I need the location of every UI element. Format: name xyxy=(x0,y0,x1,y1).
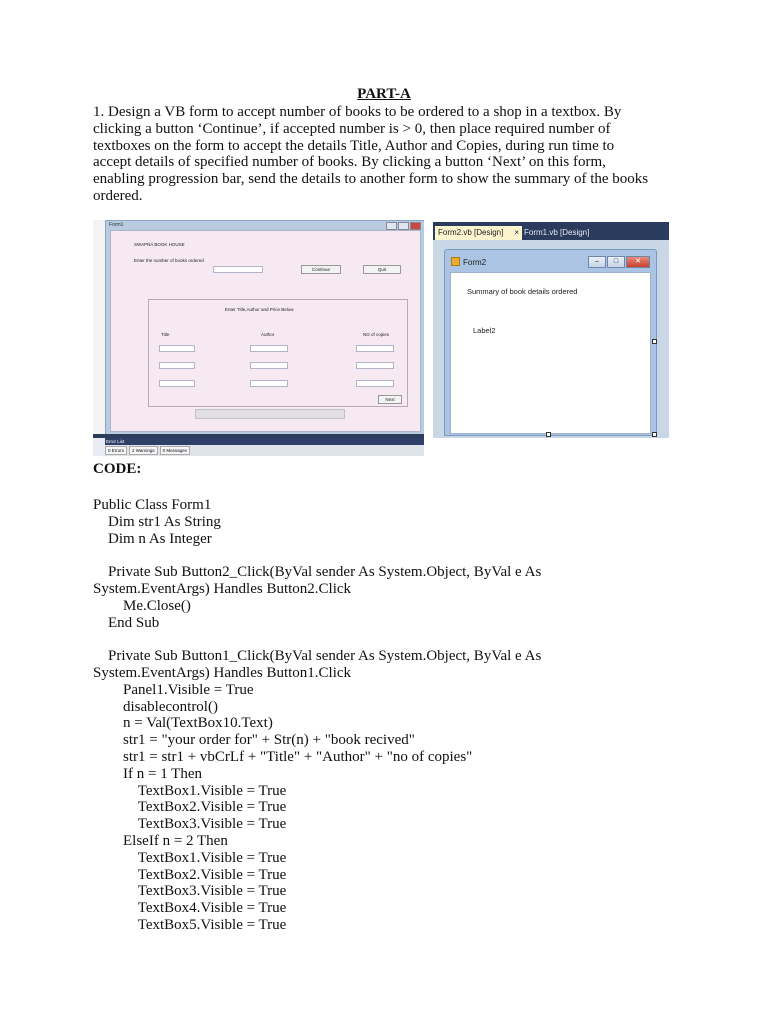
close-icon[interactable] xyxy=(410,222,421,230)
form2-window xyxy=(444,249,657,436)
question-line: textboxes on the form to accept the details Title, Author and Copies, during run time to xyxy=(93,137,615,154)
tab-close-icon[interactable]: × xyxy=(514,228,519,237)
code-line xyxy=(93,547,693,564)
code-line: TextBox3.Visible = True xyxy=(93,883,287,900)
error-list-tabs xyxy=(105,446,190,455)
next-button[interactable]: Next xyxy=(378,395,402,404)
label2: Label2 xyxy=(473,326,496,335)
form-icon xyxy=(451,257,460,266)
form2-design-screenshot xyxy=(433,222,669,438)
question-line: clicking a button ‘Continue’, if accepted number is > 0, then place required number of xyxy=(93,120,611,137)
code-line xyxy=(93,631,693,648)
copies-textbox[interactable] xyxy=(356,345,394,352)
designer-tab-bar xyxy=(433,222,669,240)
code-line: Public Class Form1 xyxy=(93,497,212,513)
form2-titlebar xyxy=(451,257,486,267)
minimize-icon[interactable] xyxy=(386,222,397,230)
code-line: Dim str1 As String xyxy=(93,513,221,530)
code-line: Me.Close() xyxy=(93,597,191,614)
maximize-icon[interactable]: □ xyxy=(607,256,625,268)
form1-titlebar xyxy=(106,221,424,230)
code-line: ElseIf n = 2 Then xyxy=(93,832,228,849)
error-list-header: Error List xyxy=(105,438,424,445)
copies-textbox[interactable] xyxy=(356,380,394,387)
title-column-label: Title xyxy=(161,332,170,337)
title-textbox[interactable] xyxy=(159,345,195,352)
quit-button[interactable]: Quit xyxy=(363,265,401,274)
author-column-label: Author xyxy=(261,332,275,337)
summary-label: Summary of book details ordered xyxy=(467,287,578,296)
question-text xyxy=(93,104,683,205)
warnings-tab[interactable]: 2 Warnings xyxy=(129,446,158,455)
resize-handle[interactable] xyxy=(546,432,551,437)
error-list-pane xyxy=(105,438,424,456)
resize-handle[interactable] xyxy=(652,432,657,437)
code-line: disablecontrol() xyxy=(93,698,218,715)
code-line: TextBox2.Visible = True xyxy=(93,866,287,883)
code-line: TextBox3.Visible = True xyxy=(93,816,287,833)
shop-name-label: SWAPNA BOOK HOUSE xyxy=(134,242,185,247)
title-textbox[interactable] xyxy=(159,380,195,387)
copies-column-label: NO of copies xyxy=(363,332,390,337)
continue-button[interactable]: Continue xyxy=(301,265,341,274)
author-textbox[interactable] xyxy=(250,380,288,387)
code-line: System.EventArgs) Handles Button2.Click xyxy=(93,580,352,597)
tab-form1-design[interactable]: Form1.vb [Design] xyxy=(524,228,590,237)
question-line: ordered. xyxy=(93,187,143,204)
designer-side-strip xyxy=(93,220,105,438)
maximize-icon[interactable] xyxy=(398,222,409,230)
code-line: Private Sub Button2_Click(ByVal sender As System.Object, ByVal e As xyxy=(93,564,542,581)
code-line: TextBox2.Visible = True xyxy=(93,799,287,816)
code-listing xyxy=(93,497,693,934)
close-icon[interactable]: ✕ xyxy=(626,256,650,268)
form1-window-buttons xyxy=(386,222,421,230)
code-line: End Sub xyxy=(93,614,160,631)
tab-form2-label: Form2.vb [Design] xyxy=(438,228,504,237)
author-textbox[interactable] xyxy=(250,362,288,369)
code-line: str1 = str1 + vbCrLf + "Title" + "Author" + "no of copies" xyxy=(93,748,473,765)
form1-design-screenshot xyxy=(93,220,424,456)
code-line: Private Sub Button1_Click(ByVal sender As System.Object, ByVal e As xyxy=(93,648,542,665)
code-line: str1 = "your order for" + Str(n) + "book recived" xyxy=(93,732,415,749)
code-line: TextBox4.Visible = True xyxy=(93,900,287,917)
author-textbox[interactable] xyxy=(250,345,288,352)
code-line: TextBox1.Visible = True xyxy=(93,849,287,866)
minimize-icon[interactable]: – xyxy=(588,256,606,268)
book-details-panel xyxy=(148,299,408,407)
books-count-prompt: Enter the number of books ordered xyxy=(134,258,204,263)
messages-tab[interactable]: 0 Messages xyxy=(160,446,190,455)
code-line: TextBox1.Visible = True xyxy=(93,782,287,799)
code-line: Panel1.Visible = True xyxy=(93,681,254,698)
part-heading: PART-A xyxy=(357,86,411,102)
form2-client-area xyxy=(450,272,651,434)
copies-textbox[interactable] xyxy=(356,362,394,369)
form2-title: Form2 xyxy=(463,258,487,267)
errors-tab[interactable]: 0 Errors xyxy=(105,446,127,455)
form2-window-buttons xyxy=(588,256,650,268)
resize-handle[interactable] xyxy=(652,339,657,344)
tab-form2-design[interactable] xyxy=(435,226,522,240)
panel-instructions: Enter Title,Author and Price Below xyxy=(225,307,294,312)
form1-window xyxy=(105,220,424,436)
code-line: If n = 1 Then xyxy=(93,765,202,782)
code-line: n = Val(TextBox10.Text) xyxy=(93,715,273,732)
question-line: 1. Design a VB form to accept number of books to be ordered to a shop in a textbox. By xyxy=(93,104,622,120)
progress-bar xyxy=(195,409,345,419)
code-line: TextBox5.Visible = True xyxy=(93,916,287,933)
books-count-input[interactable] xyxy=(213,266,263,273)
code-line: Dim n As Integer xyxy=(93,530,212,547)
title-textbox[interactable] xyxy=(159,362,195,369)
code-line: System.EventArgs) Handles Button1.Click xyxy=(93,664,352,681)
question-line: accept details of specified number of books. By clicking a button ‘Next’ on this form, xyxy=(93,154,606,171)
form1-title: Form1 xyxy=(109,222,124,228)
question-line: enabling progression bar, send the details to another form to show the summary of the books xyxy=(93,171,649,188)
form1-client-area xyxy=(110,230,421,432)
code-heading: CODE: xyxy=(93,461,142,477)
